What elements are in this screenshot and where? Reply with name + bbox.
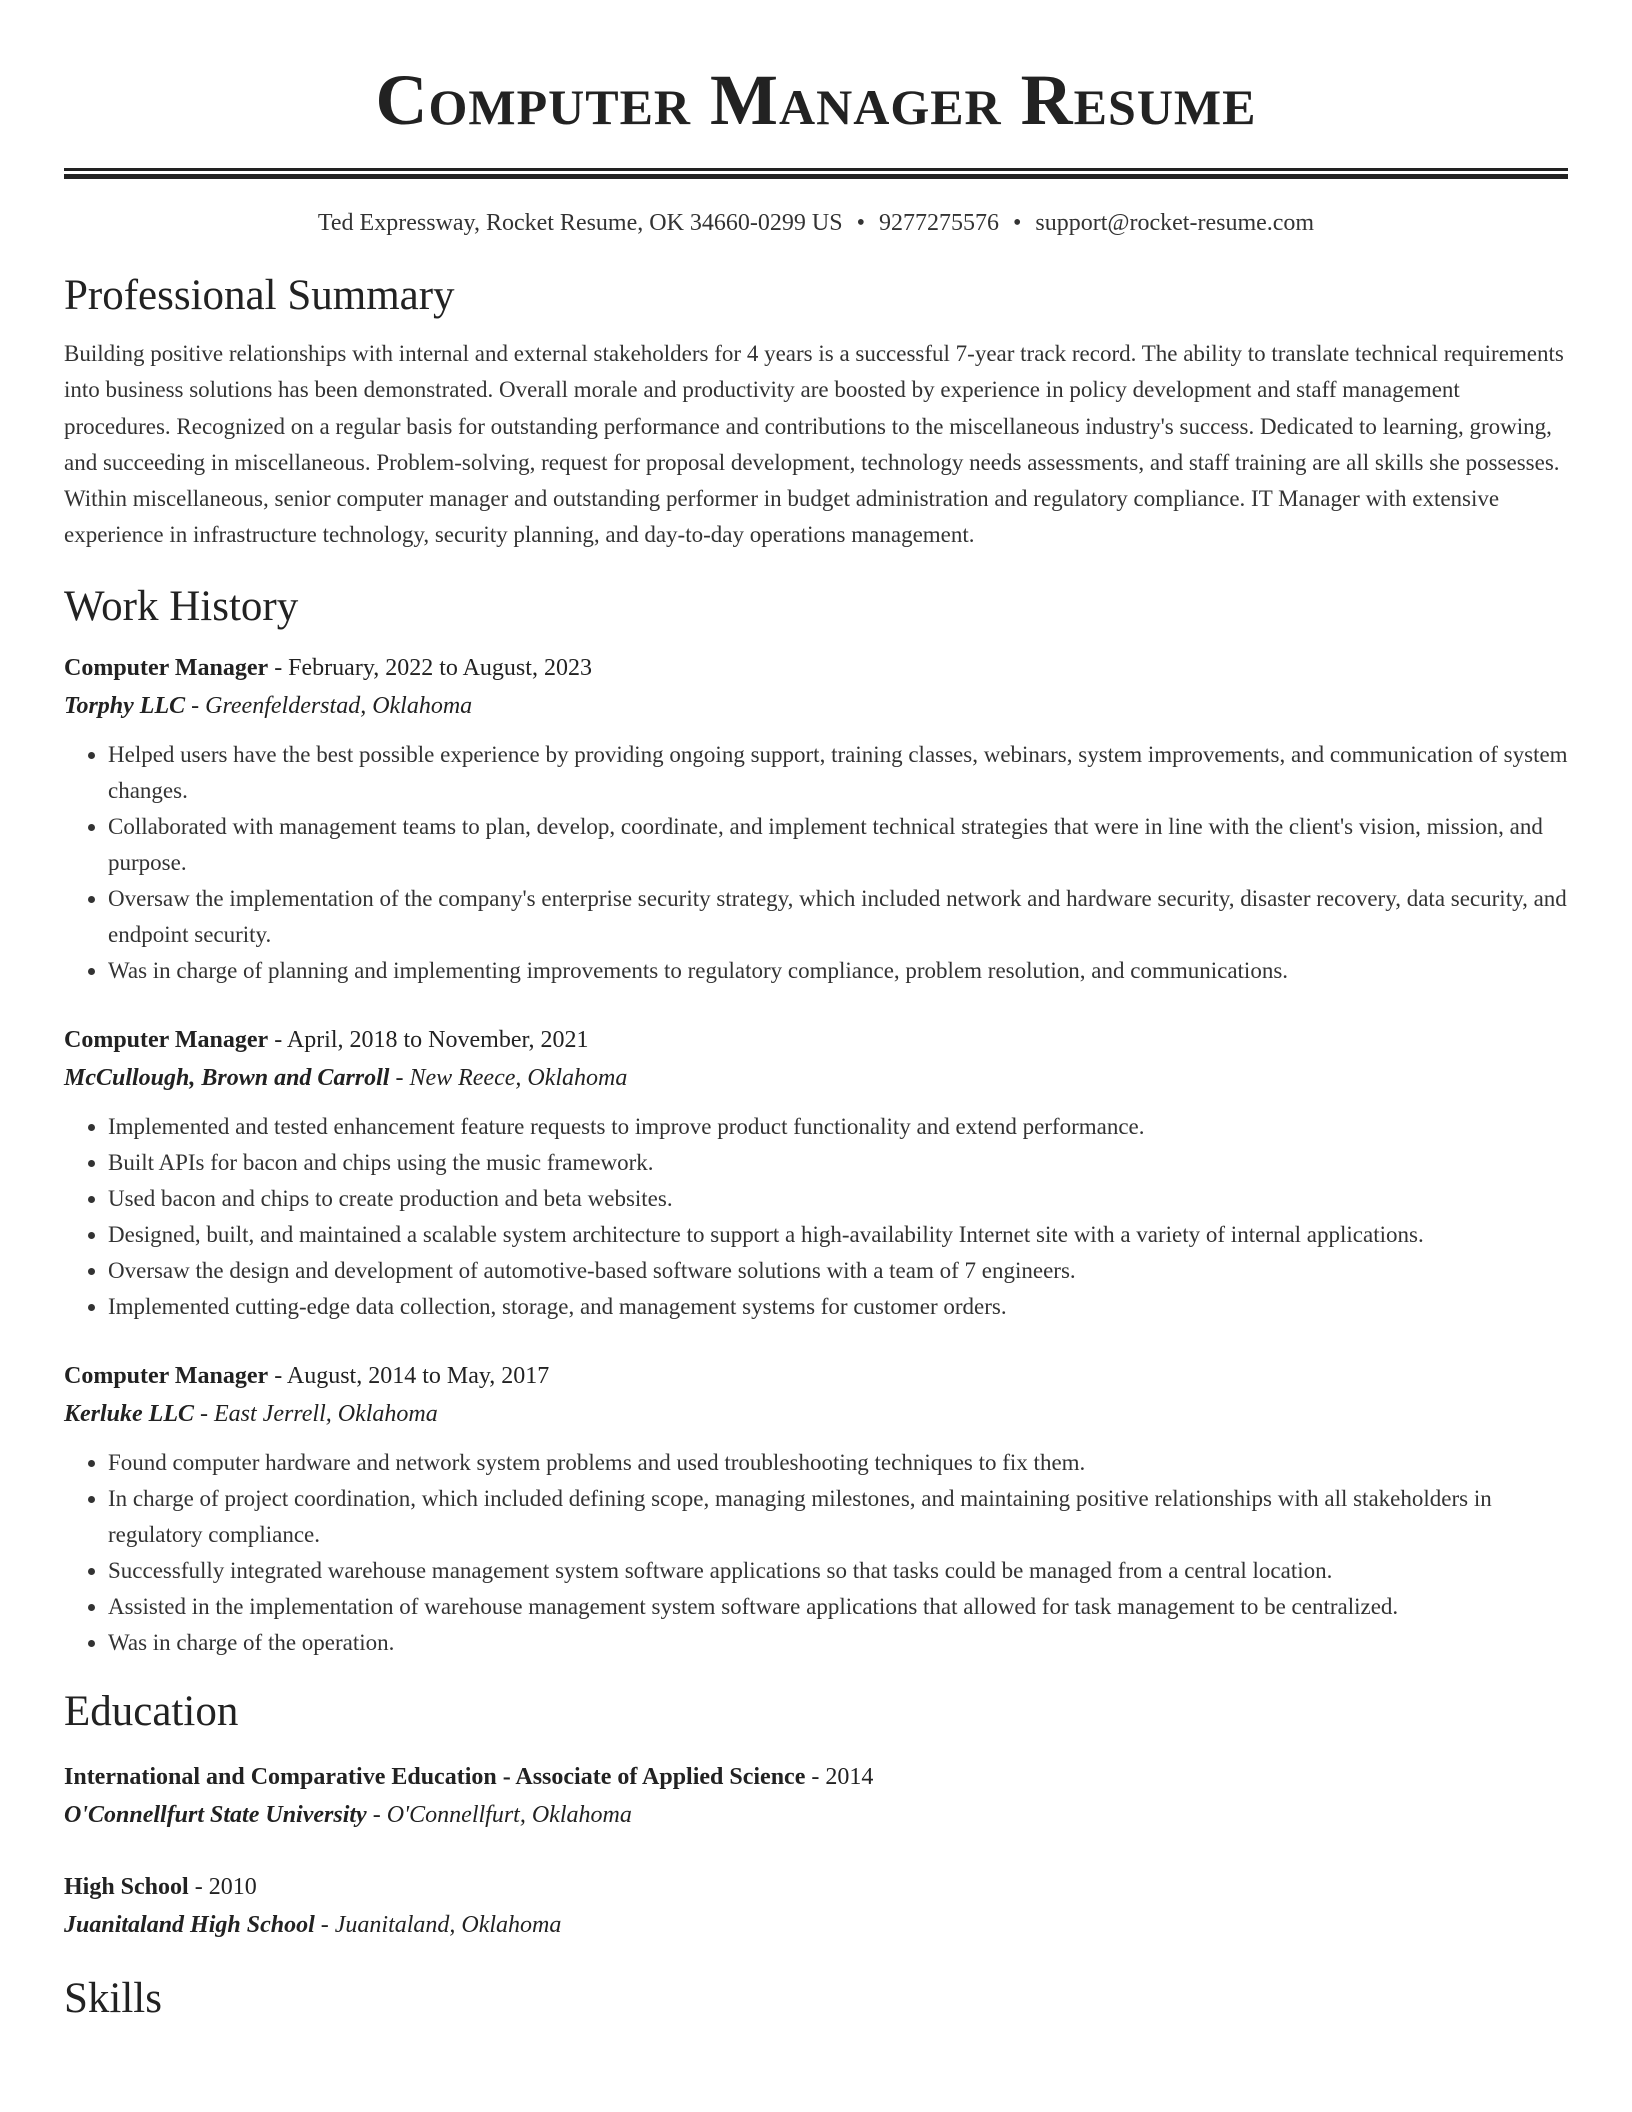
job-bullet: • Was in charge of planning and implementing improvements to regulatory compliance, problem resolution, and communications.	[108, 953, 1568, 989]
job-bullet: • Was in charge of the operation.	[108, 1625, 1568, 1661]
job-role: Computer Manager	[64, 1362, 269, 1389]
education-degree: International and Comparative Education - Associate of Applied Science	[64, 1763, 806, 1790]
job-bullet: • Built APIs for bacon and chips using the music framework.	[108, 1145, 1568, 1181]
job-company: McCullough, Brown and Carroll	[64, 1064, 390, 1091]
job-role: Computer Manager	[64, 654, 269, 681]
education-degree-line	[64, 1758, 1568, 1796]
job-dates: - February, 2022 to August, 2023	[268, 654, 592, 681]
job-company: Kerluke LLC	[64, 1400, 194, 1427]
job-bullet: • In charge of project coordination, which included defining scope, managing milestones, and maintaining positive relationships with all stakeholders in regulatory compliance.	[108, 1481, 1568, 1553]
contact-phone: 9277275576	[879, 210, 999, 236]
job-title-line	[64, 649, 1568, 687]
job-entry	[64, 649, 1568, 989]
job-bullet: • Designed, built, and maintained a scalable system architecture to support a high-availability Internet site with a variety of internal applications.	[108, 1217, 1568, 1253]
job-location: - New Reece, Oklahoma	[389, 1064, 628, 1091]
job-dates: - April, 2018 to November, 2021	[268, 1026, 589, 1053]
job-bullet: • Oversaw the implementation of the company's enterprise security strategy, which included network and hardware security, disaster recovery, data security, and endpoint security.	[108, 881, 1568, 953]
education-degree-line	[64, 1868, 1568, 1906]
skills-heading: Skills	[64, 1974, 162, 2022]
job-title-line	[64, 1021, 1568, 1059]
job-bullet-list	[64, 1109, 1568, 1325]
job-company-line	[64, 1395, 1568, 1433]
contact-email: support@rocket-resume.com	[1035, 210, 1315, 236]
job-bullet: • Implemented and tested enhancement feature requests to improve product functionality and extend performance.	[108, 1109, 1568, 1145]
education-year: - 2014	[805, 1763, 874, 1790]
job-bullet: • Collaborated with management teams to plan, develop, coordinate, and implement technical strategies that were in line with the client's vision, mission, and purpose.	[108, 809, 1568, 881]
title-divider	[64, 168, 1568, 179]
job-company-line	[64, 687, 1568, 725]
resume-title: Computer Manager Resume	[375, 60, 1257, 140]
job-bullet: • Implemented cutting-edge data collection, storage, and management systems for customer orders.	[108, 1289, 1568, 1325]
job-bullet-list	[64, 1445, 1568, 1661]
job-location: - Greenfelderstad, Oklahoma	[185, 692, 473, 719]
job-location: - East Jerrell, Oklahoma	[194, 1400, 438, 1427]
education-year: - 2010	[188, 1873, 257, 1900]
summary-heading: Professional Summary	[64, 272, 455, 319]
job-entry	[64, 1021, 1568, 1325]
job-company: Torphy LLC	[64, 692, 186, 719]
job-company-line	[64, 1059, 1568, 1097]
job-bullet: • Helped users have the best possible experience by providing ongoing support, training classes, webinars, system improvements, and communication of system changes.	[108, 737, 1568, 809]
job-title-line	[64, 1357, 1568, 1395]
job-dates: - August, 2014 to May, 2017	[268, 1362, 550, 1389]
job-bullet-list	[64, 737, 1568, 989]
education-location: - O'Connellfurt, Oklahoma	[366, 1801, 632, 1828]
education-entry	[64, 1758, 1568, 1834]
education-school-line	[64, 1906, 1568, 1944]
job-entry	[64, 1357, 1568, 1661]
contact-address: Ted Expressway, Rocket Resume, OK 34660-0299 US	[317, 210, 843, 236]
job-bullet: • Successfully integrated warehouse management system software applications so that tasks could be managed from a central location.	[108, 1553, 1568, 1589]
education-entry	[64, 1868, 1568, 1944]
education-degree: High School	[64, 1873, 189, 1900]
job-bullet: • Found computer hardware and network system problems and used troubleshooting techniques to fix them.	[108, 1445, 1568, 1481]
job-bullet: • Used bacon and chips to create production and beta websites.	[108, 1181, 1568, 1217]
education-heading: Education	[64, 1687, 239, 1735]
job-role: Computer Manager	[64, 1026, 269, 1053]
job-bullet: • Assisted in the implementation of warehouse management system software applications that allowed for task management to be centralized.	[108, 1589, 1568, 1625]
job-bullet: • Oversaw the design and development of automotive-based software solutions with a team of 7 engineers.	[108, 1253, 1568, 1289]
education-school-line	[64, 1796, 1568, 1834]
education-school: Juanitaland High School	[64, 1911, 315, 1938]
contact-line	[64, 206, 1568, 240]
education-location: - Juanitaland, Oklahoma	[314, 1911, 562, 1938]
summary-text: Building positive relationships with internal and external stakeholders for 4 years is a successful 7-year track record. The ability to translate technical requirements into business solutions has been demonstrated. Overall morale and productivity are boosted by experience in policy development and staff management procedures. Recognized on a regular basis for outstanding performance and contributions to the miscellaneous industry's success. Dedicated to learning, growing, and succeeding in miscellaneous. Problem-solving, request for proposal development, technology needs assessments, and staff training are all skills she possesses. Within miscellaneous, senior computer manager and outstanding performer in budget administration and regulatory compliance. IT Manager with extensive experience in infrastructure technology, security planning, and day-to-day operations management.	[64, 341, 1564, 548]
contact-separator: •	[1013, 210, 1022, 236]
contact-separator: •	[856, 210, 865, 236]
work-history-heading: Work History	[64, 582, 299, 630]
education-school: O'Connellfurt State University	[64, 1801, 367, 1828]
